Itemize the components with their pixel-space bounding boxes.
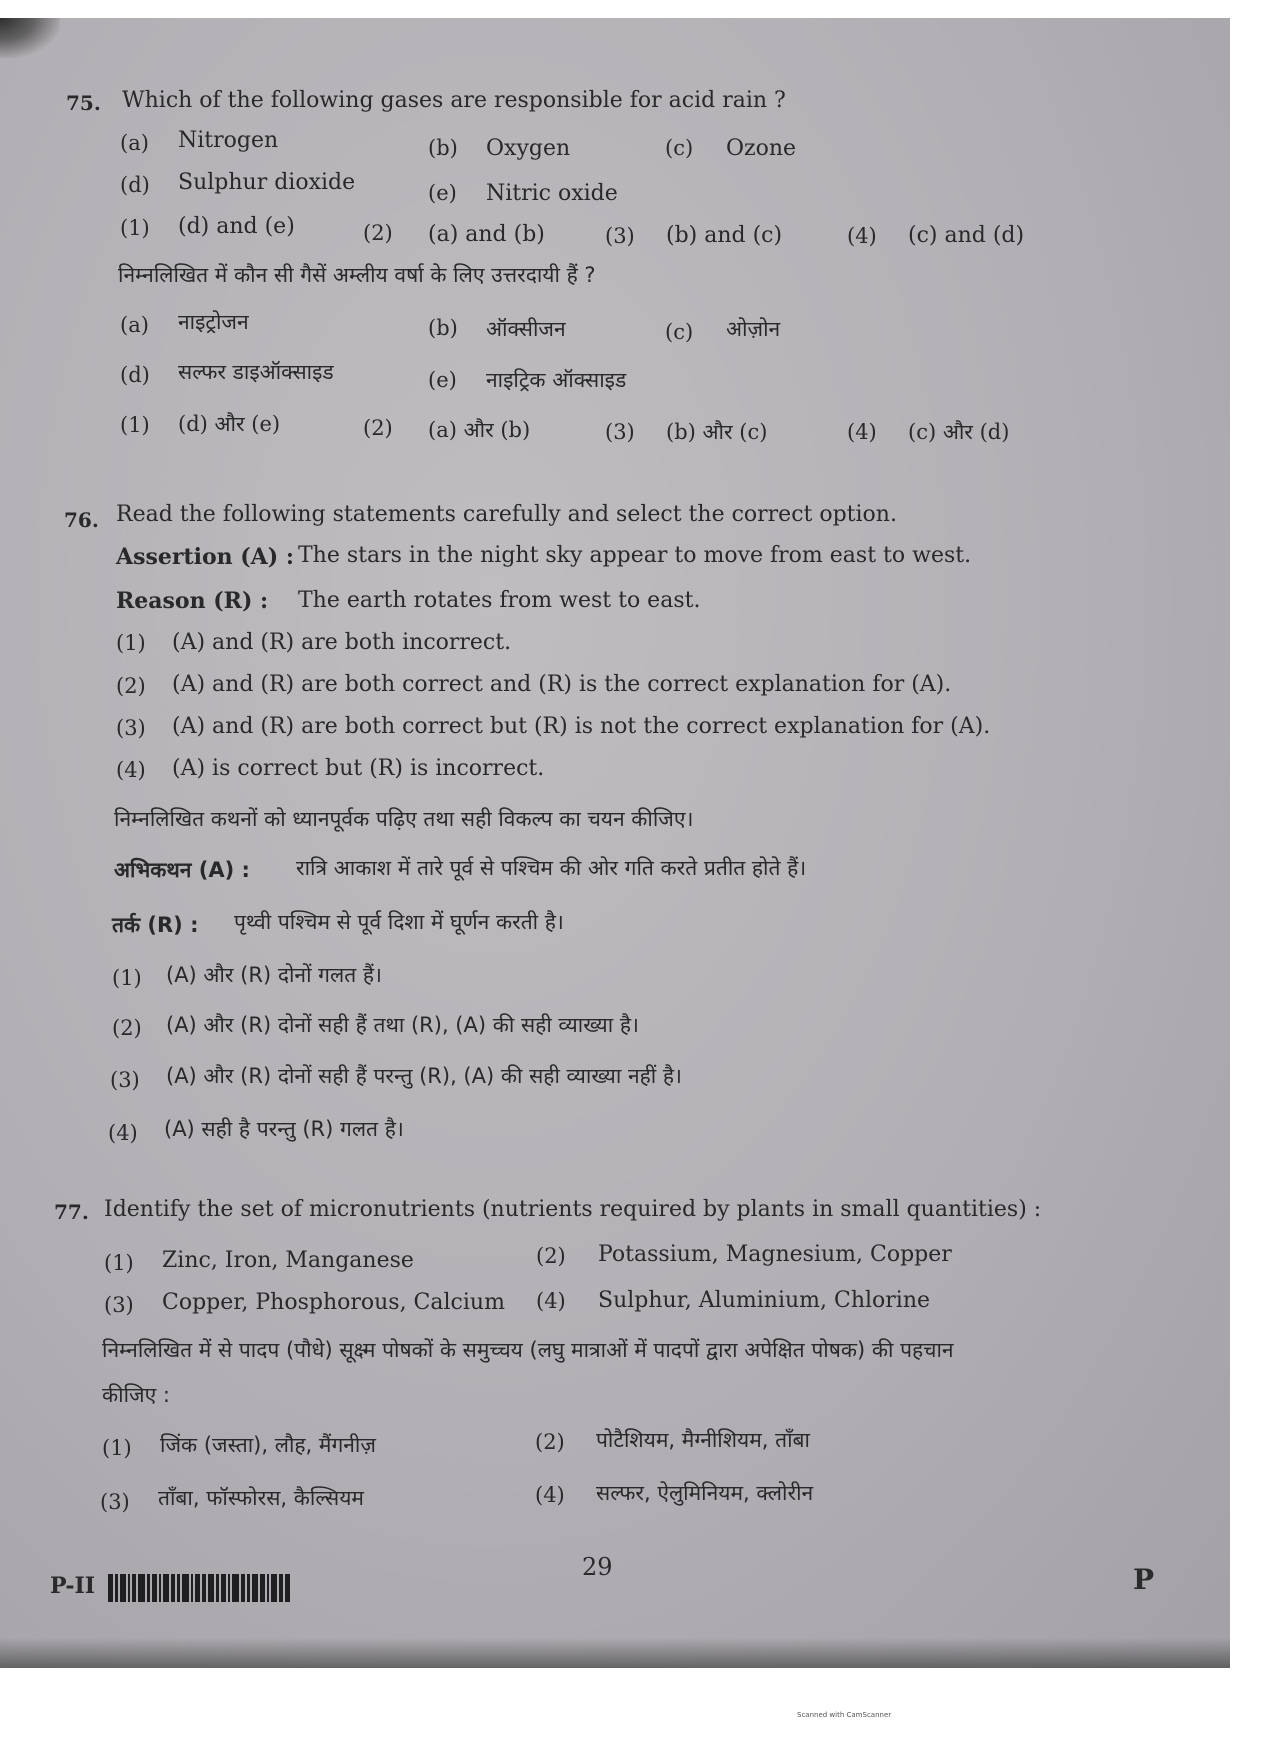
assertion-text: The stars in the night sky appear to move from east to west. (298, 543, 972, 568)
page-number: 29 (582, 1553, 613, 1581)
answer-label: (2) (363, 221, 393, 245)
question-number: 76. (64, 508, 99, 532)
answer-text: (A) is correct but (R) is incorrect. (172, 756, 545, 781)
answer-label: (4) (116, 758, 146, 782)
answer-text: Zinc, Iron, Manganese (162, 1248, 414, 1273)
exam-page (0, 18, 1230, 1668)
answer-label: (2) (536, 1244, 566, 1268)
reason-label: Reason (R) : (116, 588, 269, 614)
answer-label: (4) (847, 224, 877, 248)
question-text-en: Read the following statements carefully and select the correct option. (116, 502, 897, 527)
option-label: (d) (120, 363, 150, 387)
answer-text: (c) and (d) (908, 223, 1025, 248)
option-text: ओज़ोन (726, 317, 781, 341)
answer-text: (b) and (c) (666, 223, 783, 248)
answer-label: (1) (104, 1251, 134, 1275)
question-text-hi: निम्नलिखित कथनों को ध्यानपूर्वक पढ़िए तथा सही विकल्प का चयन कीजिए। (114, 807, 694, 831)
question-text-hi-line1: निम्नलिखित में से पादप (पौधे) सूक्ष्म पोषकों के समुच्चय (लघु मात्राओं में पादपों द्वारा अपेक्षित पोषक) की पहचान (102, 1338, 954, 1362)
answer-text: (a) and (b) (428, 222, 545, 247)
answer-label: (4) (847, 420, 877, 444)
answer-text: (A) सही है परन्तु (R) गलत है। (164, 1117, 404, 1141)
option-text: Ozone (726, 136, 797, 161)
answer-label: (3) (100, 1490, 130, 1514)
answer-text: (A) and (R) are both correct but (R) is not the correct explanation for (A). (172, 714, 991, 739)
question-text-en: Which of the following gases are responsible for acid rain ? (122, 88, 786, 113)
option-text: सल्फर डाइऑक्साइड (178, 360, 334, 384)
option-label: (b) (428, 136, 458, 160)
answer-text: (c) और (d) (908, 420, 1010, 444)
answer-label: (3) (605, 420, 635, 444)
answer-label: (1) (120, 216, 150, 240)
answer-label: (2) (116, 674, 146, 698)
paper-code: P-II (50, 1573, 96, 1599)
barcode (108, 1574, 294, 1602)
answer-label: (1) (102, 1436, 132, 1460)
answer-label: (2) (112, 1016, 142, 1040)
answer-text: (d) और (e) (178, 412, 281, 436)
answer-label: (4) (108, 1121, 138, 1145)
option-text: ऑक्सीजन (486, 317, 566, 341)
answer-label: (3) (605, 224, 635, 248)
reason-label-hi: तर्क (R) : (112, 913, 199, 937)
answer-label: (4) (536, 1289, 566, 1313)
option-text: नाइट्रोजन (178, 310, 249, 334)
answer-text: Sulphur, Aluminium, Chlorine (598, 1288, 931, 1313)
answer-text: (A) और (R) दोनों सही हैं तथा (R), (A) की सही व्याख्या है। (166, 1013, 639, 1037)
question-number: 75. (66, 91, 101, 115)
option-text: Sulphur dioxide (178, 170, 356, 195)
option-text: नाइट्रिक ऑक्साइड (486, 368, 627, 392)
reason-text: The earth rotates from west to east. (298, 588, 701, 613)
option-text: Nitrogen (178, 128, 279, 153)
answer-label: (3) (116, 716, 146, 740)
answer-text: पोटैशियम, मैग्नीशियम, ताँबा (596, 1428, 810, 1452)
paper-set-letter: P (1133, 1563, 1155, 1596)
bottom-shadow (0, 1638, 1230, 1668)
option-label: (c) (665, 136, 694, 160)
question-text-hi: निम्नलिखित में कौन सी गैसें अम्लीय वर्षा के लिए उत्तरदायी हैं ? (118, 263, 596, 287)
answer-text: सल्फर, ऐलुमिनियम, क्लोरीन (596, 1481, 814, 1505)
answer-label: (1) (112, 966, 142, 990)
answer-label: (3) (110, 1068, 140, 1092)
question-number: 77. (54, 1200, 89, 1224)
answer-label: (1) (120, 413, 150, 437)
option-text: Oxygen (486, 136, 571, 161)
reason-text-hi: पृथ्वी पश्चिम से पूर्व दिशा में घूर्णन करती है। (234, 910, 564, 934)
question-text-hi-line2: कीजिए : (102, 1383, 170, 1407)
scanner-watermark: Scanned with CamScanner (797, 1711, 892, 1719)
assertion-text-hi: रात्रि आकाश में तारे पूर्व से पश्चिम की ओर गति करते प्रतीत होते हैं। (296, 856, 807, 880)
option-label: (e) (428, 368, 457, 392)
answer-text: Potassium, Magnesium, Copper (598, 1242, 952, 1267)
answer-text: (A) and (R) are both correct and (R) is the correct explanation for (A). (172, 672, 952, 697)
answer-text: (A) और (R) दोनों गलत हैं। (166, 963, 383, 987)
answer-text: ताँबा, फॉस्फोरस, कैल्सियम (158, 1486, 364, 1510)
answer-label: (1) (116, 631, 146, 655)
assertion-label-hi: अभिकथन (A) : (114, 858, 250, 882)
question-text-en: Identify the set of micronutrients (nutrients required by plants in small quantities) : (104, 1197, 1042, 1222)
answer-label: (2) (363, 416, 393, 440)
option-label: (c) (665, 320, 694, 344)
answer-label: (2) (535, 1430, 565, 1454)
corner-shadow (0, 18, 60, 58)
option-label: (e) (428, 181, 457, 205)
answer-text: (A) and (R) are both incorrect. (172, 630, 512, 655)
answer-text: जिंक (जस्ता), लौह, मैंगनीज़ (160, 1433, 376, 1457)
option-label: (b) (428, 316, 458, 340)
option-label: (d) (120, 173, 150, 197)
answer-label: (3) (104, 1293, 134, 1317)
answer-text: Copper, Phosphorous, Calcium (162, 1290, 505, 1315)
option-text: Nitric oxide (486, 181, 618, 206)
answer-label: (4) (535, 1483, 565, 1507)
answer-text: (b) और (c) (666, 420, 768, 444)
option-label: (a) (120, 313, 149, 337)
answer-text: (d) and (e) (178, 214, 295, 239)
option-label: (a) (120, 131, 149, 155)
assertion-label: Assertion (A) : (116, 544, 294, 570)
answer-text: (a) और (b) (428, 418, 531, 442)
answer-text: (A) और (R) दोनों सही हैं परन्तु (R), (A) की सही व्याख्या नहीं है। (166, 1064, 682, 1088)
